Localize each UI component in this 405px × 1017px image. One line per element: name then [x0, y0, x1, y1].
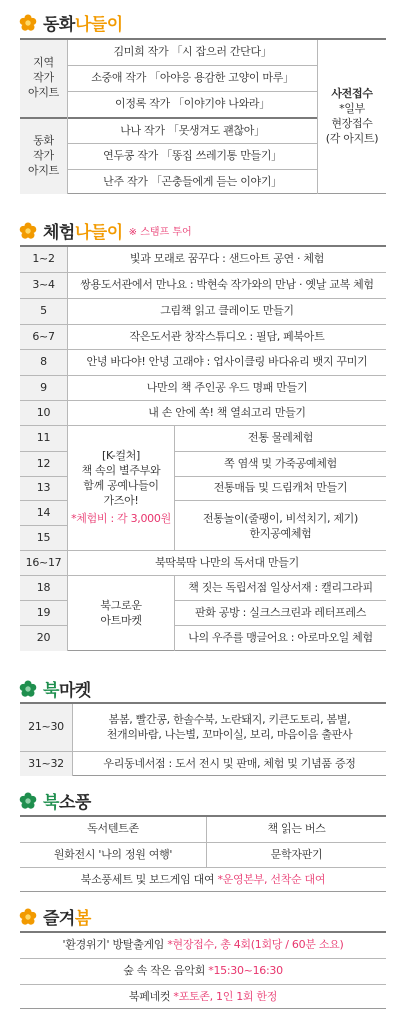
- fun-table: [20, 931, 386, 1009]
- table-row-num: 31~32: [28, 756, 64, 770]
- fun-title-a: 즐겨: [43, 909, 75, 929]
- table-row-num: 5: [40, 304, 47, 318]
- fairytale-group-label-author: 동화 작가 아지트: [20, 119, 67, 194]
- table-row-num: 11: [36, 431, 51, 445]
- kculture-title: [K-컬처] 책 속의 별주부와 함께 공예나들이 가즈아!: [81, 449, 161, 507]
- list-item: 난주 작가 「곤충들에게 듣는 이야기」: [103, 174, 282, 188]
- table-row-text: 빛과 모래로 꿈꾸다 : 샌드아트 공연 · 체험: [129, 252, 325, 266]
- table-row-text: 봄봄, 빨간콩, 한솔수북, 노란돼지, 키큰도토리, 봄볕, 천개의바람, 나는별, 꼬마이실, 보리, 마음이음 출판사: [106, 712, 353, 741]
- table-row-num: 21~30: [28, 720, 64, 734]
- side-note-bold: 사전접수: [331, 87, 373, 101]
- fun-row-text: 북페네컷: [128, 989, 174, 1003]
- bookmarket-title-a: 북: [43, 681, 59, 701]
- list-item: 전통놀이(줄팽이, 비석치기, 제기): [202, 512, 358, 526]
- fairytale-title-b: 나들이: [74, 15, 123, 35]
- list-item: 책 짓는 독립서점 일상서재 : 캘리그라피: [188, 580, 373, 594]
- picnic-table: [20, 815, 386, 892]
- fun-row-note: *15:30~16:30: [208, 964, 283, 978]
- table-row-num: 15: [36, 530, 51, 544]
- table-row-num: 3~4: [32, 278, 55, 292]
- table-row-num: 1~2: [32, 252, 55, 266]
- list-item: 연두콩 작가 「똥집 쓰레기통 만들기」: [103, 149, 282, 163]
- fun-section-title: [19, 904, 91, 929]
- kculture-fee: *체험비 : 각 3,000원: [71, 511, 171, 525]
- table-row-num: 13: [36, 481, 51, 495]
- experience-section-title: [19, 218, 192, 243]
- flower-icon: [19, 14, 37, 32]
- list-item: 전통 물레체험: [247, 431, 314, 445]
- list-item: 소중애 작가 「아야응 용감한 고양이 마루」: [91, 71, 294, 85]
- picnic-item: 독서텐트존: [87, 822, 139, 836]
- table-row-num: 9: [40, 380, 47, 394]
- table-row-num: 20: [36, 631, 51, 645]
- picnic-bottom-note: *운영본부, 선착순 대여: [217, 872, 326, 886]
- table-row-num: 19: [36, 605, 51, 619]
- fun-row-note: *포토존, 1인 1회 한정: [173, 989, 278, 1003]
- picnic-bottom-row: [20, 868, 386, 892]
- fun-row-text: 숲 속 작은 음악회: [123, 964, 209, 978]
- fairytale-title-a: 동화: [43, 15, 75, 35]
- fun-row-text: '환경위기' 방탈출게임: [62, 938, 168, 952]
- fairytale-group-label-local: 지역 작가 아지트: [20, 40, 67, 117]
- flower-icon: [19, 908, 37, 926]
- fairytale-section-title: [19, 10, 123, 35]
- fairytale-table: [20, 38, 386, 194]
- table-row-num: 12: [36, 456, 51, 470]
- list-item: 쪽 염색 및 가죽공예체험: [224, 456, 337, 470]
- table-row-text: 안녕 바다야! 안녕 고래야 : 업사이클링 바다유리 뱃지 꾸미기: [86, 355, 368, 369]
- list-item: 전통매듭 및 드림캐처 만들기: [213, 481, 348, 495]
- bookmarket-title-b: 마켓: [58, 681, 91, 701]
- picnic-item: 책 읽는 버스: [267, 822, 326, 836]
- flower-icon: [19, 792, 37, 810]
- fun-row: [20, 959, 386, 984]
- experience-table: [20, 245, 386, 651]
- table-row-num: 18: [36, 580, 51, 594]
- table-row-num: 8: [40, 355, 47, 369]
- list-item: 판화 공방 : 실크스크린과 레터프레스: [194, 605, 367, 619]
- picnic-title-b: 소풍: [58, 793, 91, 813]
- experience-title-b: 나들이: [74, 223, 123, 243]
- picnic-item: 문학자판기: [270, 847, 323, 861]
- fairytale-side-note: [318, 40, 386, 194]
- fun-title-b: 봄: [74, 909, 91, 929]
- table-row-num: 16~17: [25, 555, 62, 569]
- table-row-text: 우리동네서점 : 도서 전시 및 판매, 체험 및 기념품 증정: [103, 756, 356, 770]
- picnic-section-title: [19, 788, 91, 813]
- fun-row: [20, 985, 386, 1009]
- flower-icon: [19, 222, 37, 240]
- art-market-label: 북그로운 아트마켓: [100, 598, 142, 627]
- table-row-text: 쌍용도서관에서 만나요 : 박현숙 작가와의 만남 · 옛날 교복 체험: [80, 278, 374, 292]
- bookmarket-section-title: [19, 676, 91, 701]
- picnic-bottom-text: 북소풍세트 및 보드게임 대여: [80, 872, 218, 886]
- bookmarket-table: [20, 702, 386, 776]
- list-item: 나의 우주를 맹글어요 : 아로마오일 체험: [188, 631, 373, 645]
- table-row-text: 작은도서관 창작스튜디오 : 필담, 페북아트: [129, 329, 325, 343]
- fun-row-note: *현장접수, 총 4회(1회당 / 60분 소요): [167, 938, 344, 952]
- list-item: 나나 작가 「못생겨도 괜찮아」: [120, 123, 265, 137]
- list-item: 한지공예체험: [249, 527, 312, 540]
- picnic-item: 원화전시 '나의 정원 여행': [53, 847, 173, 861]
- side-note-rest: *일부 현장접수 (각 아지트): [325, 102, 379, 145]
- picnic-title-a: 북: [43, 793, 59, 813]
- table-row-num: 10: [36, 405, 51, 419]
- kculture-label: [68, 426, 174, 550]
- experience-title-a: 체험: [43, 223, 75, 243]
- table-row-text: 그림책 읽고 클레이도 만들기: [160, 304, 294, 318]
- table-row-text: 나만의 책 주인공 우드 명패 만들기: [146, 380, 308, 394]
- table-row-text: 내 손 안에 쏙! 책 열쇠고리 만들기: [148, 405, 306, 419]
- table-row-num: 14: [36, 505, 51, 519]
- flower-icon: [19, 680, 37, 698]
- list-item: 이정록 작가 「이야기야 나와라」: [115, 97, 270, 111]
- table-row-text: 북딱북딱 나만의 독서대 만들기: [155, 555, 299, 569]
- table-row-num: 6~7: [32, 329, 55, 343]
- stamp-tour-note: ※ 스탬프 투어: [128, 227, 192, 238]
- list-item: 김미희 작가 「시 잡으러 간단다」: [113, 45, 272, 59]
- fun-row: [20, 933, 386, 958]
